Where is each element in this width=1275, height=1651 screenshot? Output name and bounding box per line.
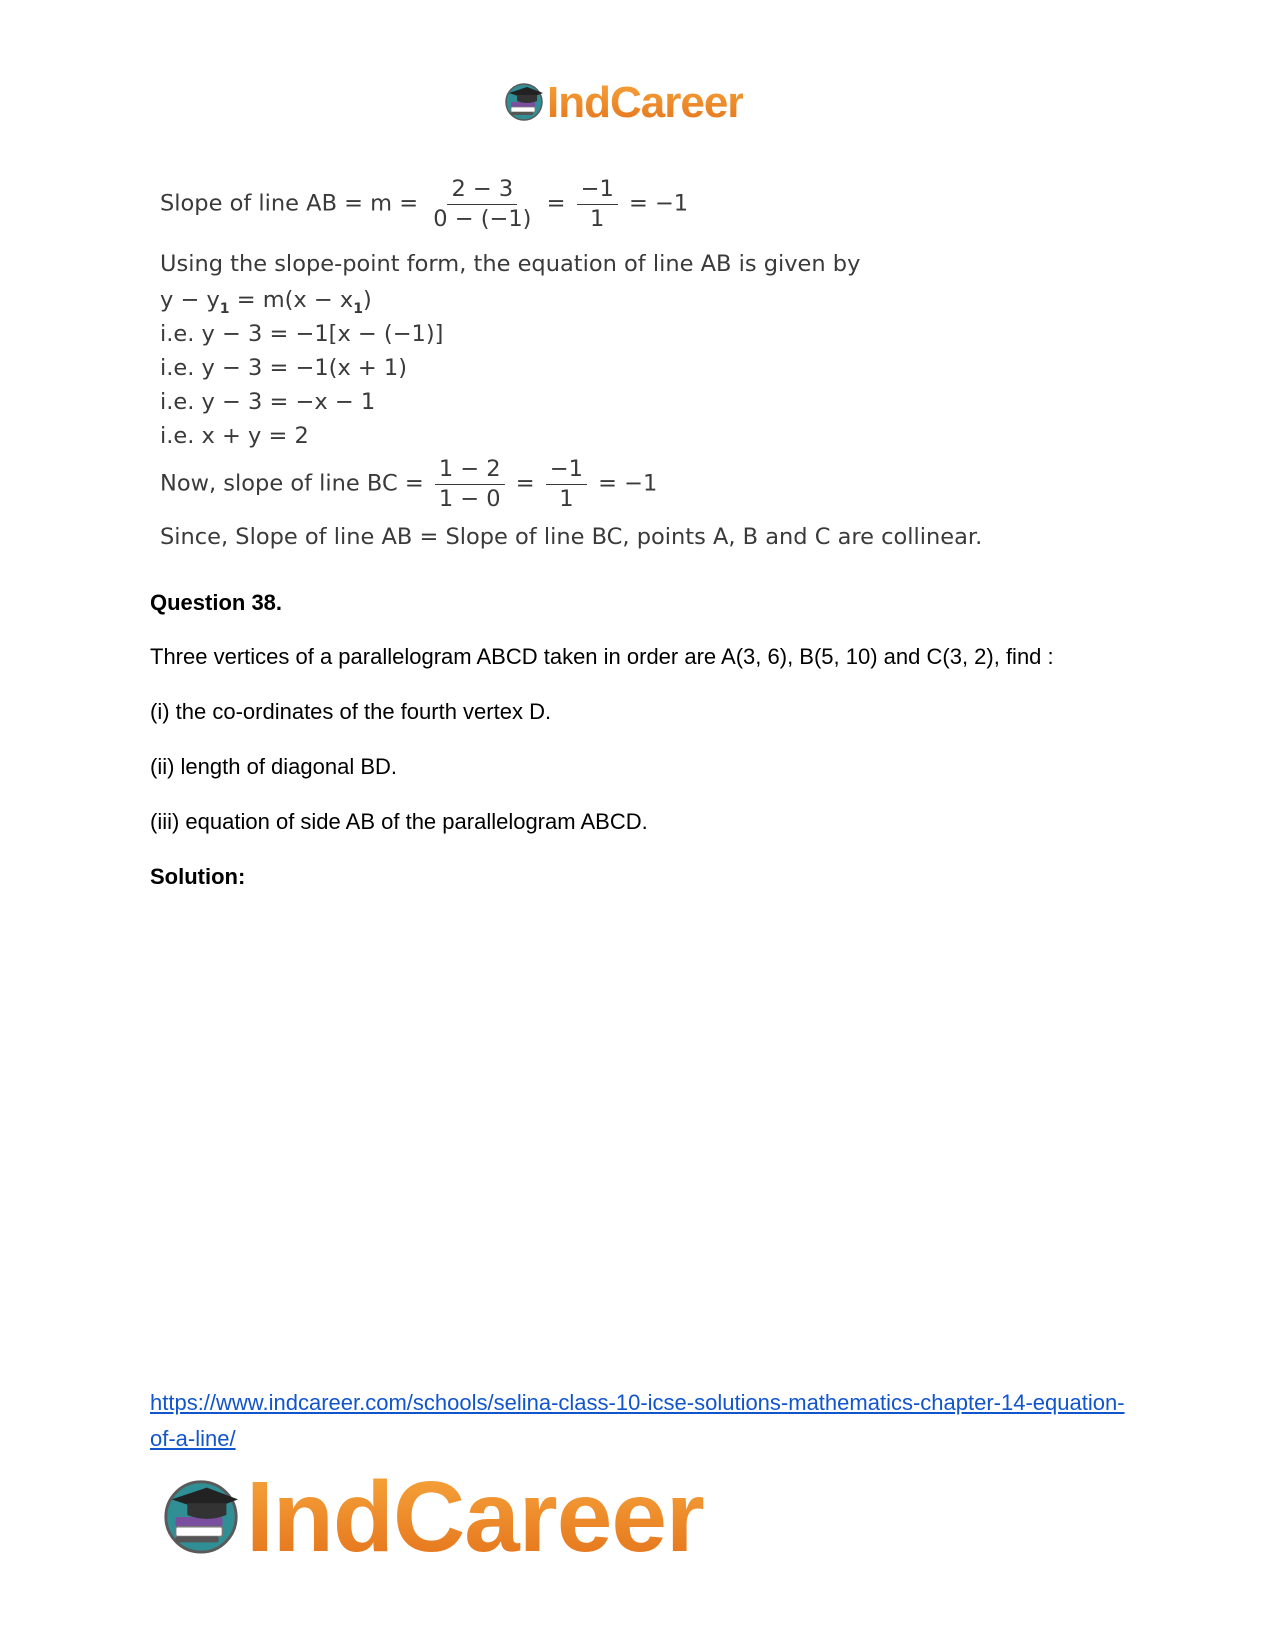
eq1-part-a: y − y	[160, 287, 220, 313]
slope-ab-fraction	[429, 178, 535, 230]
equals-sign: =	[546, 190, 566, 217]
logo-text: IndCareer	[547, 78, 744, 127]
eq1-part-c: )	[362, 287, 372, 313]
fraction-numerator: −1	[546, 458, 587, 485]
slope-bc-fraction-2	[546, 458, 587, 510]
fraction-numerator: 2 − 3	[447, 178, 517, 205]
question-part-3: (iii) equation of side AB of the parallelogram ABCD.	[150, 809, 648, 834]
slope-point-text: Using the slope-point form, the equation of line AB is given by	[160, 251, 861, 277]
slope-ab-line	[160, 178, 688, 230]
logo-text: IndCareer	[246, 1461, 704, 1573]
graduation-cap-book-icon	[160, 1474, 242, 1561]
slope-ab-fraction-2	[577, 178, 618, 230]
slope-bc-result: = −1	[598, 470, 658, 497]
equation-line-2: i.e. y − 3 = −1[x − (−1)]	[160, 321, 444, 347]
equation-line-3: i.e. y − 3 = −1(x + 1)	[160, 355, 408, 381]
equation-line-4: i.e. y − 3 = −x − 1	[160, 389, 376, 415]
equation-line-1	[160, 289, 372, 316]
solution-label: Solution:	[150, 864, 246, 889]
question-heading: Question 38.	[150, 590, 283, 615]
footer-logo	[160, 1461, 704, 1573]
fraction-denominator: 1 − 0	[438, 485, 501, 512]
equals-sign: =	[515, 470, 535, 497]
slope-bc-prefix: Now, slope of line BC =	[160, 470, 424, 497]
question-part-1: (i) the co-ordinates of the fourth vertex D.	[150, 699, 552, 724]
fraction-numerator: −1	[577, 178, 618, 205]
header-logo	[503, 78, 743, 128]
eq1-part-b: = m(x − x	[229, 287, 354, 313]
question-part-2: (ii) length of diagonal BD.	[150, 754, 398, 779]
slope-bc-line	[160, 458, 657, 510]
fraction-denominator: 1	[590, 205, 605, 232]
fraction-denominator: 0 − (−1)	[433, 205, 532, 232]
conclusion-text: Since, Slope of line AB = Slope of line BC, points A, B and C are collinear.	[160, 524, 983, 550]
fraction-denominator: 1	[559, 485, 574, 512]
slope-ab-prefix: Slope of line AB = m =	[160, 190, 419, 217]
subscript: 1	[219, 301, 230, 317]
subscript: 1	[353, 301, 363, 317]
graduation-cap-book-icon	[503, 80, 545, 127]
fraction-numerator: 1 − 2	[435, 458, 505, 485]
question-text: Three vertices of a parallelogram ABCD taken in order are A(3, 6), B(5, 10) and C(3, 2), find :	[150, 644, 1054, 669]
source-link[interactable]: https://www.indcareer.com/schools/selina-class-10-icse-solutions-mathematics-chapter-14-equation-of-a-line/	[150, 1390, 1125, 1451]
slope-ab-result: = −1	[628, 190, 689, 217]
slope-bc-fraction	[435, 458, 505, 510]
equation-line-5: i.e. x + y = 2	[160, 423, 309, 449]
